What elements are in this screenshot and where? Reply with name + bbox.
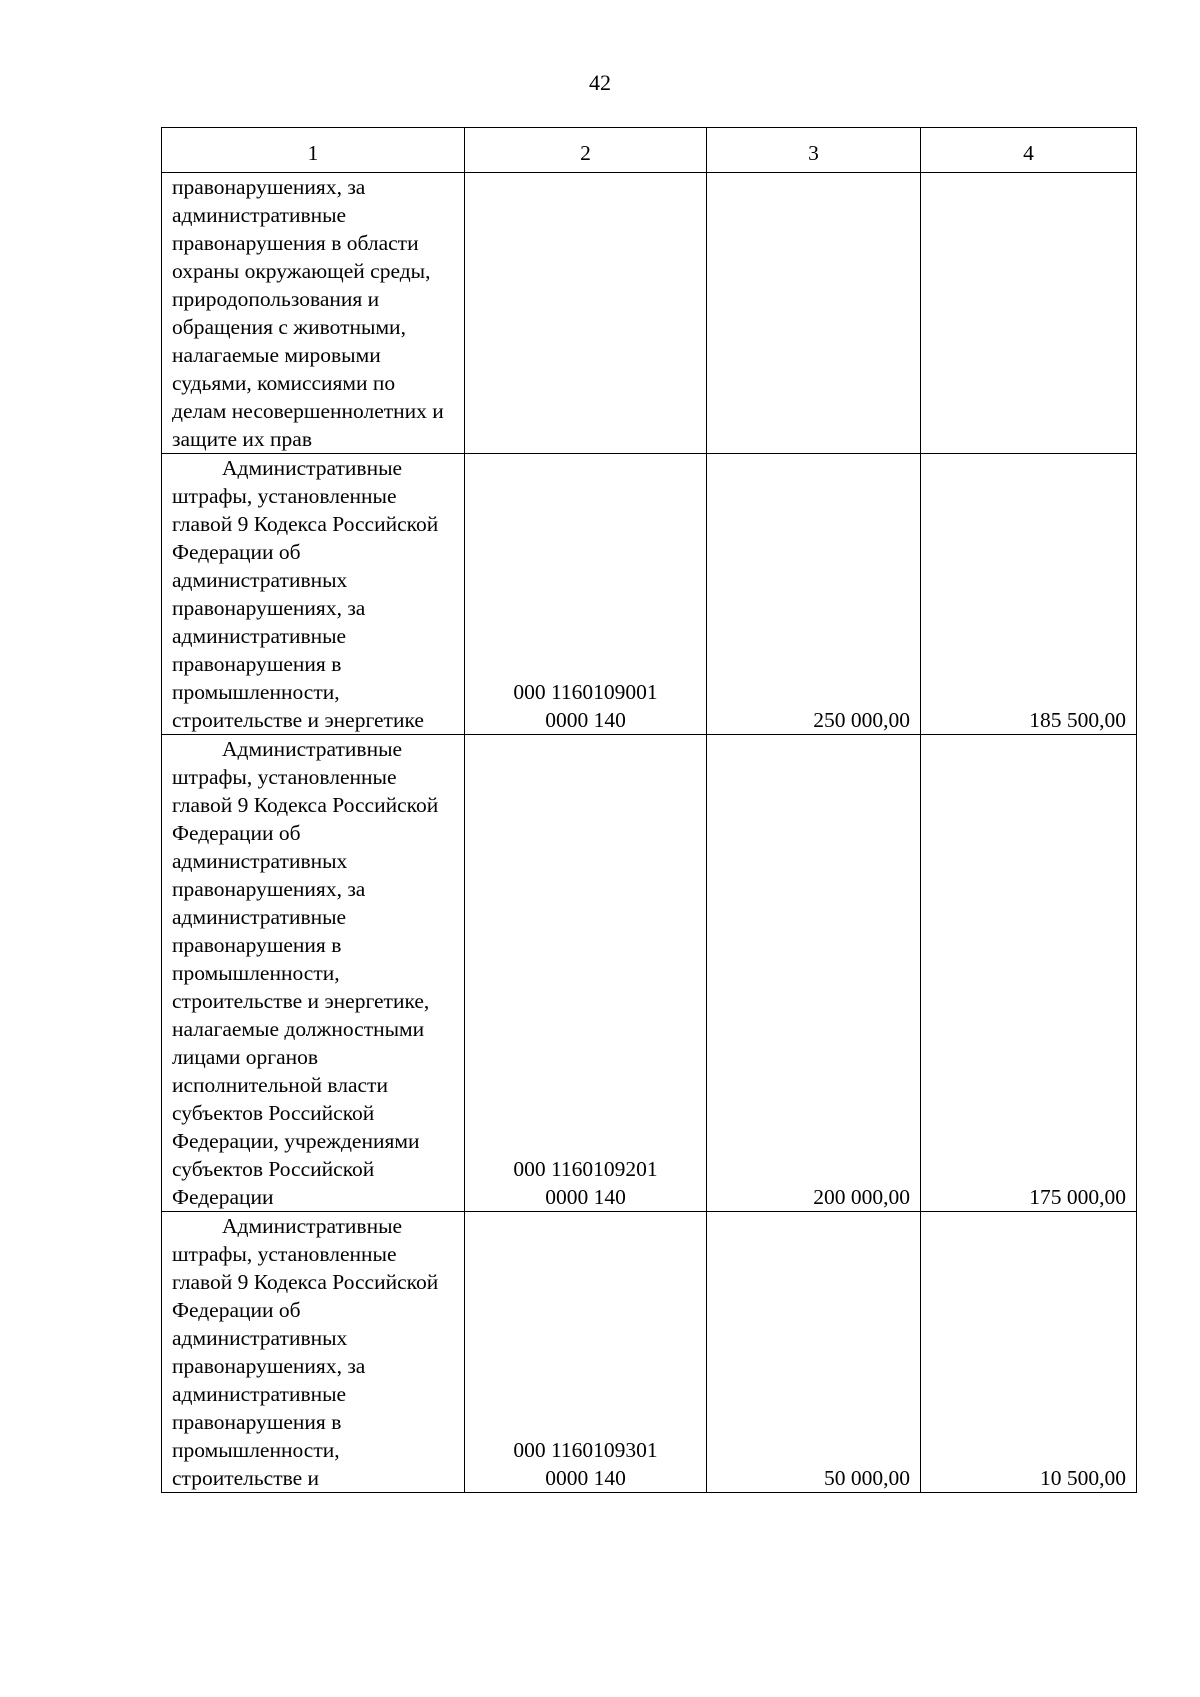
row-code-line-2: 0000 140 — [545, 708, 626, 732]
column-header-2: 2 — [465, 128, 707, 173]
row-value-col3: 200 000,00 — [707, 735, 921, 1212]
row-code — [465, 454, 707, 735]
row-description — [162, 454, 465, 735]
row-value-col3 — [707, 173, 921, 454]
row-value-col3: 250 000,00 — [707, 454, 921, 735]
budget-revenue-table — [161, 127, 1137, 1493]
table-row — [162, 454, 1137, 735]
row-value-col4: 10 500,00 — [921, 1212, 1137, 1493]
column-header-3: 3 — [707, 128, 921, 173]
row-description-text: Административные штрафы, установленные главой 9 Кодекса Российской Федерации об административных правонарушениях, за административные правонарушения в промышленности, строительстве и энергетике — [172, 456, 439, 732]
row-value-col4: 185 500,00 — [921, 454, 1137, 735]
row-value-col4: 175 000,00 — [921, 735, 1137, 1212]
column-header-1: 1 — [162, 128, 465, 173]
row-code-line-2: 0000 140 — [545, 1466, 626, 1490]
row-value-col3: 50 000,00 — [707, 1212, 921, 1493]
row-code-line-2: 0000 140 — [545, 1185, 626, 1209]
table-row — [162, 173, 1137, 454]
table-row — [162, 1212, 1137, 1493]
row-description — [162, 1212, 465, 1493]
row-description — [162, 173, 465, 454]
row-code — [465, 735, 707, 1212]
table-header-row — [162, 128, 1137, 173]
page-number: 42 — [589, 70, 611, 95]
row-description-text: правонарушениях, за административные правонарушения в области охраны окружающей среды, природопользования и обращения с животными, налагаемые мировыми судьями, комиссиями по делам несовершеннолетних и защите их прав — [172, 175, 444, 451]
row-code — [465, 173, 707, 454]
row-code-line-1: 000 1160109001 — [513, 680, 658, 704]
row-code — [465, 1212, 707, 1493]
row-description-text: Административные штрафы, установленные главой 9 Кодекса Российской Федерации об административных правонарушениях, за административные правонарушения в промышленности, строительстве и — [172, 1214, 439, 1490]
row-code-line-1: 000 1160109301 — [513, 1438, 658, 1462]
row-code-line-1: 000 1160109201 — [513, 1157, 658, 1181]
row-value-col4 — [921, 173, 1137, 454]
table-row — [162, 735, 1137, 1212]
row-description-text: Административные штрафы, установленные главой 9 Кодекса Российской Федерации об административных правонарушениях, за административные правонарушения в промышленности, строительстве и энергетике, налагаемые должностными лицами органов исполнительной власти субъектов Российской Федерации, учреждениями субъектов Российской Федерации — [172, 737, 439, 1209]
row-description — [162, 735, 465, 1212]
column-header-4: 4 — [921, 128, 1137, 173]
